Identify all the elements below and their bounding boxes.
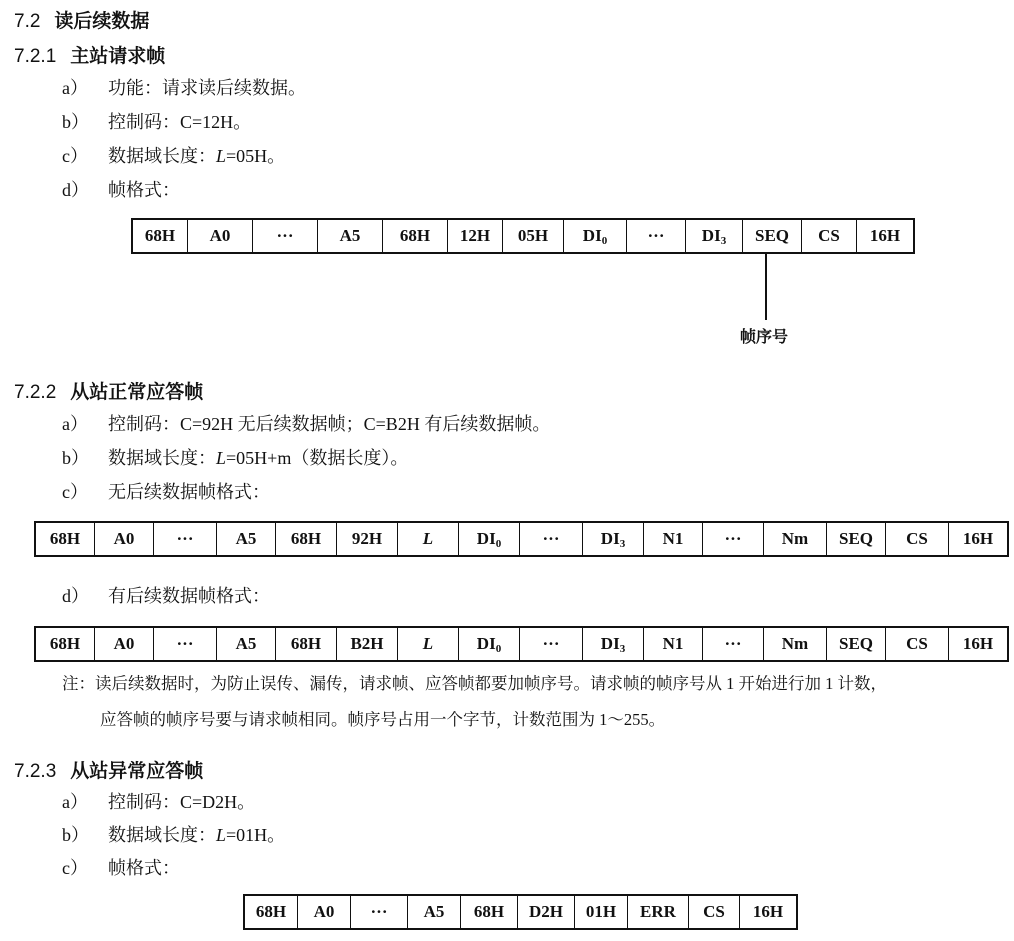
frame-cell: 68H [276, 627, 337, 661]
item-text: 帧格式： [108, 858, 180, 878]
frame-cell: CS [886, 627, 949, 661]
frame-table-abnormal [243, 894, 798, 930]
item-var: L [216, 825, 227, 845]
frame-cell: $DI_0$ [564, 219, 627, 253]
frame-cell: 05H [503, 219, 564, 253]
item-label: a） [62, 78, 88, 98]
frame-cell: 92H [337, 522, 398, 556]
subsection-number: 7.2.2 [14, 382, 57, 403]
frame-cell: ··· [520, 522, 583, 556]
frame-cell: 68H [132, 219, 188, 253]
frame-cell: ··· [351, 895, 408, 929]
frame-cell: ··· [703, 627, 764, 661]
frame-cell: A0 [298, 895, 351, 929]
frame-cell: A5 [318, 219, 383, 253]
item-text: 控制码：C=12H。 [108, 112, 252, 132]
item-label: d） [62, 180, 89, 200]
list-item [62, 478, 270, 504]
subsection-heading [14, 756, 203, 783]
item-text: 数据域长度： [108, 825, 216, 845]
item-text: 帧格式： [108, 180, 180, 200]
frame-cell: L [398, 522, 459, 556]
item-text: 有后续数据帧格式： [108, 586, 270, 606]
item-text: 无后续数据帧格式： [108, 482, 270, 502]
frame-table-request [131, 218, 915, 254]
frame-cell: 16H [949, 522, 1009, 556]
frame-cell: 12H [448, 219, 503, 253]
frame-cell: $DI_3$ [583, 522, 644, 556]
subsection-title: 从站正常应答帧 [70, 382, 204, 403]
frame-cell: B2H [337, 627, 398, 661]
frame-cell: A5 [217, 522, 276, 556]
frame-cell: 68H [276, 522, 337, 556]
item-label: b） [62, 112, 89, 132]
subsection-title: 主站请求帧 [70, 46, 166, 67]
frame-cell: 68H [35, 522, 95, 556]
frame-cell: L [398, 627, 459, 661]
section-heading [14, 6, 149, 33]
item-label: d） [62, 586, 89, 606]
list-item [62, 142, 285, 168]
subsection-heading [14, 377, 203, 404]
subsection-title: 从站异常应答帧 [70, 761, 204, 782]
item-label: b） [62, 825, 89, 845]
frame-cell: SEQ [743, 219, 802, 253]
item-text: 数据域长度： [108, 146, 216, 166]
frame-cell: A5 [217, 627, 276, 661]
frame-cell: $DI_0$ [459, 522, 520, 556]
frame-cell: CS [802, 219, 857, 253]
subsection-heading [14, 41, 165, 68]
frame-cell: 16H [857, 219, 915, 253]
note-line: 注：读后续数据时，为防止误传、漏传，请求帧、应答帧都要加帧序号。请求帧的帧序号从 1 开始进行加 1 计数， [62, 674, 887, 693]
subsection-number: 7.2.3 [14, 761, 57, 782]
frame-cell: D2H [518, 895, 575, 929]
frame-cell: ··· [703, 522, 764, 556]
frame-cell: 16H [740, 895, 798, 929]
list-item [62, 821, 285, 847]
frame-cell: SEQ [827, 522, 886, 556]
item-label: a） [62, 792, 88, 812]
item-text: 控制码：C=92H 无后续数据帧；C=B2H 有后续数据帧。 [108, 414, 551, 434]
frame-cell: A0 [95, 627, 154, 661]
item-label: c） [62, 482, 88, 502]
list-item [62, 410, 550, 436]
frame-cell: 68H [461, 895, 518, 929]
frame-cell: A5 [408, 895, 461, 929]
note-line: 应答帧的帧序号要与请求帧相同。帧序号占用一个字节，计数范围为 1～255。 [100, 710, 666, 729]
list-item [62, 176, 180, 202]
item-text: =05H+m（数据长度）。 [226, 448, 409, 468]
frame-cell: ··· [627, 219, 686, 253]
section-number: 7.2 [14, 11, 41, 32]
item-text: 功能：请求读后续数据。 [108, 78, 306, 98]
frame-cell: Nm [764, 522, 827, 556]
frame-cell: 16H [949, 627, 1009, 661]
frame-cell: A0 [188, 219, 253, 253]
frame-cell: ERR [628, 895, 689, 929]
list-item [62, 74, 306, 100]
item-text: 控制码：C=D2H。 [108, 792, 256, 812]
list-item [62, 108, 251, 134]
item-label: a） [62, 414, 88, 434]
item-label: c） [62, 858, 88, 878]
seq-pointer-label: 帧序号 [740, 329, 789, 346]
frame-cell: $DI_3$ [583, 627, 644, 661]
frame-cell: 68H [244, 895, 298, 929]
frame-table-normal-no-followup [34, 521, 1009, 557]
frame-cell: ··· [253, 219, 318, 253]
frame-cell: N1 [644, 627, 703, 661]
frame-cell: N1 [644, 522, 703, 556]
frame-cell: ··· [520, 627, 583, 661]
frame-cell: 68H [383, 219, 448, 253]
frame-cell: 01H [575, 895, 628, 929]
frame-cell: CS [689, 895, 740, 929]
frame-cell: A0 [95, 522, 154, 556]
item-label: c） [62, 146, 88, 166]
frame-cell: $DI_3$ [686, 219, 743, 253]
frame-cell: ··· [154, 627, 217, 661]
frame-cell: SEQ [827, 627, 886, 661]
frame-cell: $DI_0$ [459, 627, 520, 661]
item-var: L [216, 146, 227, 166]
item-label: b） [62, 448, 89, 468]
subsection-number: 7.2.1 [14, 46, 57, 67]
list-item [62, 582, 270, 608]
frame-cell: Nm [764, 627, 827, 661]
section-title: 读后续数据 [54, 11, 150, 32]
frame-cell: CS [886, 522, 949, 556]
frame-cell: ··· [154, 522, 217, 556]
seq-pointer-line [765, 254, 767, 320]
list-item [62, 444, 408, 470]
frame-cell: 68H [35, 627, 95, 661]
list-item [62, 854, 180, 880]
item-text: 数据域长度： [108, 448, 216, 468]
item-var: L [216, 448, 227, 468]
frame-table-normal-with-followup [34, 626, 1009, 662]
list-item [62, 788, 255, 814]
item-text: =05H。 [226, 146, 286, 166]
item-text: =01H。 [226, 825, 286, 845]
